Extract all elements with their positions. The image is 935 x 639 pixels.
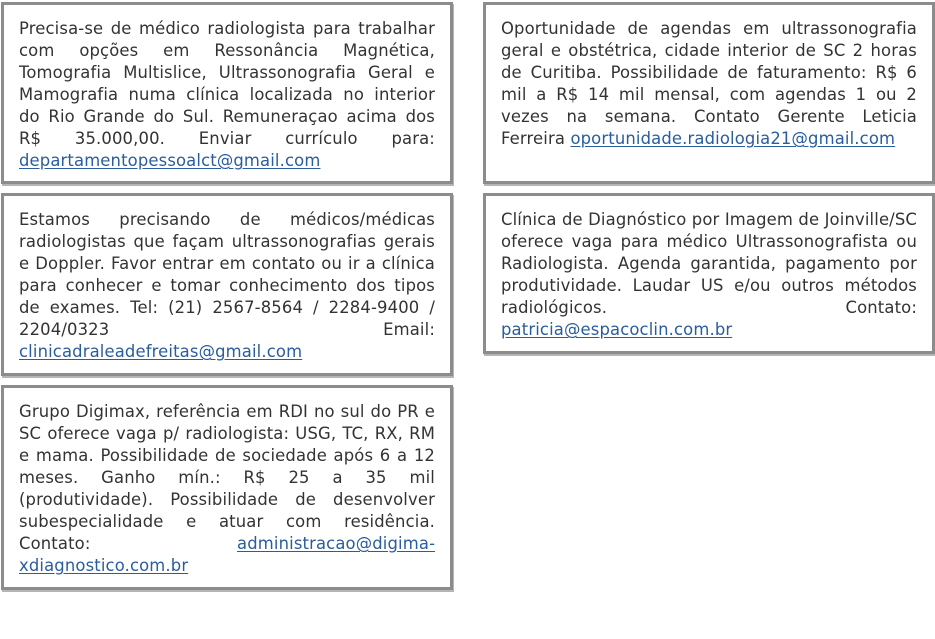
ad-text: Estamos precisando de médicos/médicas radiologistas que façam ultrassonografias gerais e Doppler. Favor entrar em contato ou ir a clínica para conhecer e tomar conhecimento dos tipos de exames. Tel: (21) 2567-8564 / 2284-9400 / 2204/0323 Email: <box>19 210 435 339</box>
ad-text: Precisa-se de médico radiologista para trabalhar com opções em Ressonância Magnética, Tomografia Multislice, Ultrassonografia Geral e Mamografia numa clínica localizada no interior do Rio Grande do Sul. Remuneraçao acima dos R$ 35.000,00. Enviar currículo para: <box>19 19 435 148</box>
ad-email-link[interactable]: administracao@digimaxdiagnostico.com.br <box>19 534 435 575</box>
classified-ad-ultrasound-sc <box>483 2 935 184</box>
ad-email-link[interactable]: patricia@espacoclin.com.br <box>501 320 733 339</box>
classified-ad-radiologists-rj <box>1 193 453 376</box>
ad-email-link[interactable]: departamentopessoalct@gmail.com <box>19 151 321 170</box>
ad-text: Clínica de Diagnóstico por Imagem de Joinville/SC oferece vaga para médico Ultrassonografista ou Radiologista. Agenda garantida, pagamento por produtividade. Laudar US e/ou outros métodos radiológicos. Contato: <box>501 210 917 317</box>
classified-ad-digimax <box>1 385 453 590</box>
ad-email-link[interactable]: clinicadraleadefreitas@gmail.com <box>19 342 303 361</box>
classified-ad-joinville <box>483 193 935 354</box>
ad-email-link[interactable]: oportunidade.​radiologia21@gmail.com <box>570 129 896 148</box>
classified-ad-radiologist-rs <box>1 2 453 184</box>
ad-text: Grupo Digimax, referência em RDI no sul do PR e SC oferece vaga p/ radiologista: USG, TC, RX, RM e mama. Possibilidade de sociedade após 6 a 12 meses. Ganho mín.: R$ 25 a 35 mil (produtividade). Possibilidade de desenvolver subespecialidade e atuar com residência. Contato: <box>19 402 435 553</box>
ad-text: Oportunidade de agendas em ultrassonografia geral e obstétrica, cidade interior de SC 2 horas de Curitiba. Possibilidade de faturamento: R$ 6 mil a R$ 14 mil mensal, com agendas 1 ou 2 vezes na semana. Contato Gerente Leticia Ferreira <box>501 19 917 148</box>
